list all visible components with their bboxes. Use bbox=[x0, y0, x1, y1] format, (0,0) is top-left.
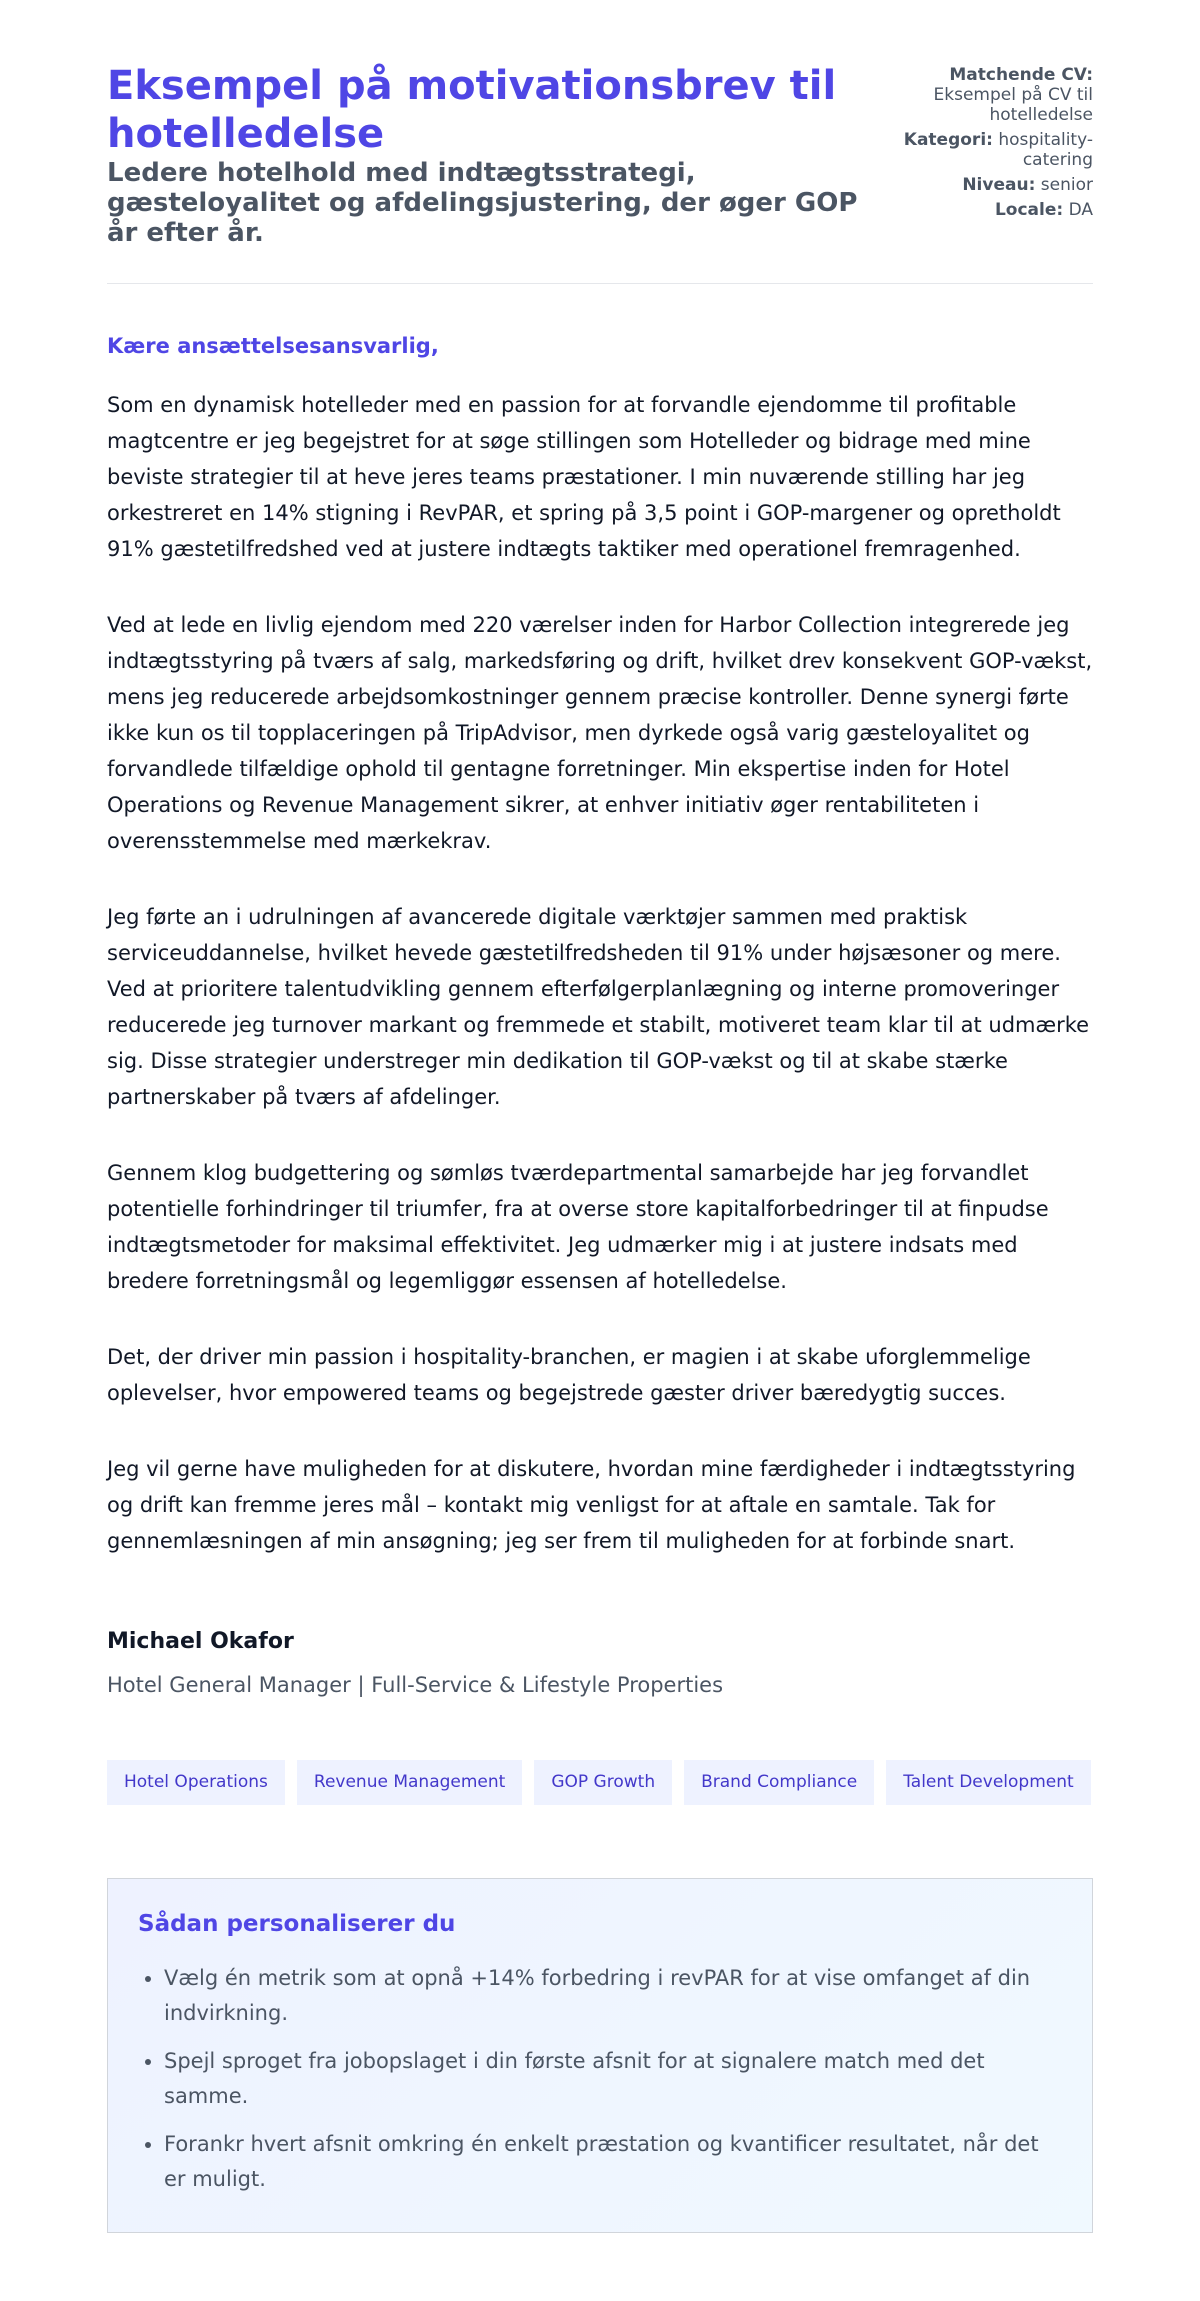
letter-body bbox=[107, 387, 1093, 1599]
signer-title: Hotel General Manager | Full-Service & Lifestyle Properties bbox=[107, 1673, 724, 1697]
tip-item: • Spejl sproget fra jobopslaget i din første afsnit for at signalere match med det samme. bbox=[164, 2044, 1064, 2114]
meta-cv-label: Matchende CV: bbox=[949, 65, 1093, 85]
page-title: Eksempel på motivationsbrev til hotelledelse bbox=[107, 63, 837, 157]
letter-paragraph: Som en dynamisk hotelleder med en passion for at forvandle ejendomme til profitable magtcentre er jeg begejstret for at søge stillingen som Hotelleder og bidrage med mine beviste strategier til at heve jeres teams præstationer. I min nuværende stilling har jeg orkestreret en 14% stigning i RevPAR, et spring på 3,5 point i GOP-margener og opretholdt 91% gæstetilfredshed ved at justere indtægts taktiker med operationel fremragenhed. bbox=[107, 393, 1061, 561]
skill-tag-talent-development: Talent Development bbox=[886, 1760, 1090, 1805]
tip-item: • Vælg én metrik som at opnå +14% forbedring i revPAR for at vise omfanget af din indvirkning. bbox=[164, 1961, 1064, 2031]
salutation: Kære ansættelsesansvarlig, bbox=[107, 334, 439, 358]
skill-tags bbox=[107, 1760, 1093, 1805]
skill-tag-revenue-management: Revenue Management bbox=[297, 1760, 522, 1805]
meta-locale-label: Locale: bbox=[994, 200, 1064, 220]
skill-tag-hotel-operations: Hotel Operations bbox=[107, 1760, 285, 1805]
letter-paragraph: Ved at lede en livlig ejendom med 220 værelser inden for Harbor Collection integrerede jeg indtægtsstyring på tværs af salg, markedsføring og drift, hvilket drev konsekvent GOP-vækst, mens jeg reducerede arbejdsomkostninger gennem præcise kontroller. Denne synergi førte ikke kun os til topplaceringen på TripAdvisor, men dyrkede også varig gæsteloyalitet og forvandlede tilfældige ophold til gentagne forretninger. Min ekspertise inden for Hotel Operations og Revenue Management sikrer, at enhver initiativ øger rentabiliteten i overensstemmelse med mærkekrav. bbox=[107, 613, 1093, 853]
tip-item: • Forankr hvert afsnit omkring én enkelt præstation og kvantificer resultatet, når det er muligt. bbox=[164, 2127, 1064, 2197]
skill-tag-gop-growth: GOP Growth bbox=[534, 1760, 672, 1805]
meta-category-label: Kategori: bbox=[903, 130, 993, 150]
document-meta bbox=[873, 65, 1093, 225]
letter-paragraph: Jeg førte an i udrulningen af avancerede digitale værktøjer sammen med praktisk serviceuddannelse, hvilket hevede gæstetilfredsheden til 91% under højsæsoner og mere. Ved at prioritere talentudvikling gennem efterfølgerplanlægning og interne promoveringer reducerede jeg turnover markant og fremmede et stabilt, motiveret team klar til at udmærke sig. Disse strategier understreger min dedikation til GOP-vækst og til at skabe stærke partnerskaber på tværs af afdelinger. bbox=[107, 905, 1090, 1109]
personalization-tips bbox=[107, 1878, 1093, 2233]
signer-name: Michael Okafor bbox=[107, 1629, 294, 1654]
letter-paragraph: Jeg vil gerne have muligheden for at diskutere, hvordan mine færdigheder i indtægtsstyring og drift kan fremme jeres mål – kontakt mig venligst for at aftale en samtale. Tak for gennemlæsningen af min ansøgning; jeg ser frem til muligheden for at forbinde snart. bbox=[107, 1457, 1076, 1553]
meta-level-label: Niveau: bbox=[962, 175, 1036, 195]
header-divider bbox=[107, 283, 1093, 284]
tips-list bbox=[164, 1961, 1064, 2210]
title-block bbox=[107, 62, 867, 248]
page-subtitle: Ledere hotelhold med indtægtsstrategi, gæsteloyalitet og afdelingsjustering, der øger GOP år efter år. bbox=[107, 158, 858, 248]
meta-level-row bbox=[873, 175, 1093, 195]
letter-paragraph: Det, der driver min passion i hospitality-branchen, er magien i at skabe uforglemmelige oplevelser, hvor empowered teams og begejstrede gæster driver bæredygtig succes. bbox=[107, 1345, 1031, 1405]
meta-cv-row bbox=[873, 65, 1093, 125]
tips-title: Sådan personaliserer du bbox=[138, 1911, 456, 1937]
meta-category-value: hospitality-catering bbox=[998, 130, 1093, 170]
letter-paragraph: Gennem klog budgettering og sømløs tværdepartmental samarbejde har jeg forvandlet potentielle forhindringer til triumfer, fra at overse store kapitalforbedringer til at finpudse indtægtsmetoder for maksimal effektivitet. Jeg udmærker mig i at justere indsats med bredere forretningsmål og legemliggør essensen af hotelledelse. bbox=[107, 1161, 1049, 1293]
meta-category-row bbox=[873, 130, 1093, 170]
meta-level-value: senior bbox=[1040, 175, 1093, 195]
meta-locale-row bbox=[873, 200, 1093, 220]
skill-tag-brand-compliance: Brand Compliance bbox=[684, 1760, 874, 1805]
meta-locale-value: DA bbox=[1068, 200, 1093, 220]
document-header bbox=[107, 62, 1093, 248]
meta-cv-value: Eksempel på CV til hotelledelse bbox=[933, 85, 1093, 125]
